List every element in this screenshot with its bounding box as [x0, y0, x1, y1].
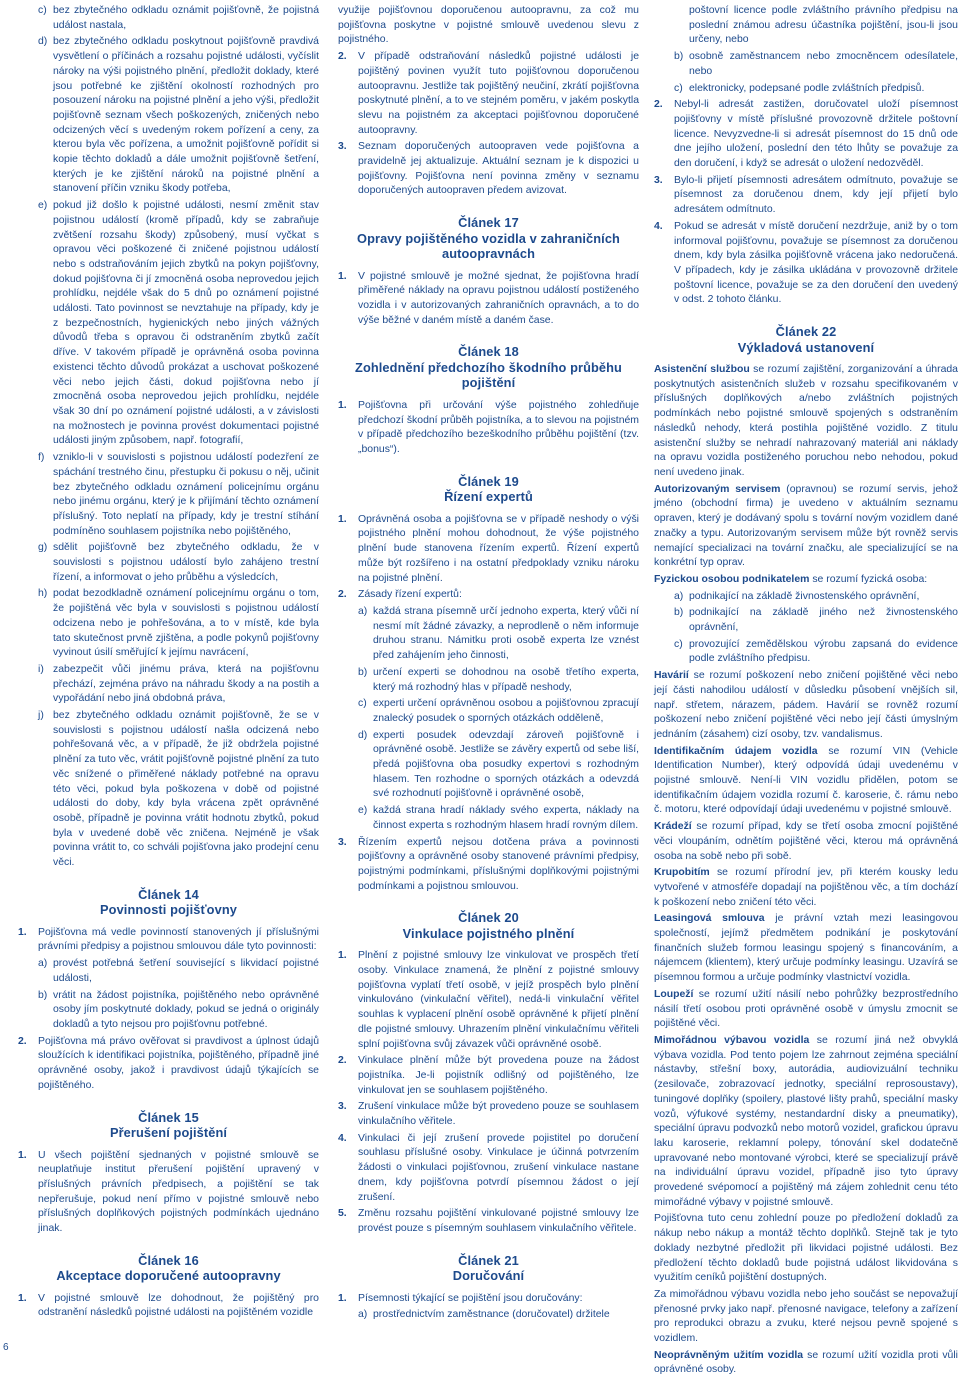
- article-heading: [338, 910, 639, 941]
- list-marker: c): [38, 5, 47, 16]
- paragraph-number: 1.: [338, 399, 347, 411]
- list-item-text: bez zbytečného odkladu oznámit pojišťovně, že pojistná událost nastala,: [53, 5, 319, 31]
- list-item-text: podat bezodkladně oznámení policejnímu orgánu o tom, že pojištěná věc byla v souvislosti s pojistnou událostí odcizena nebo je pohřešována, a to v místě, kde byla tato skutečnost prvně zjištěna, a podle pokynů pojišťovny vyvinout úsilí směřující k jejímu navrácení,: [53, 588, 319, 659]
- paragraph-number: 3.: [338, 141, 347, 153]
- list-marker: d): [358, 729, 368, 741]
- article-number: Článek 15: [138, 1109, 199, 1125]
- defined-term: Havárií: [654, 670, 689, 682]
- numbered-paragraph: [654, 98, 958, 172]
- list-marker: g): [38, 542, 48, 554]
- paragraph-number: 1.: [18, 1149, 27, 1161]
- article-number: Článek 20: [458, 910, 519, 926]
- list-item-text: podnikající na základě jiného než živnostenského oprávnění,: [689, 607, 958, 634]
- paragraph-text: Pokud se adresát v místě doručení nezdržuje, aniž by o tom informoval pojišťovnu, považuje se písemnost za doručenou dnem, kdy byla zásilka pojišťovně vrácena jako nedoručená. V případech, kdy je zásilka ukládána v provozovně držitele poštovní licence, považuje se za den doručení den uvedený v odst. 2 tohoto článku.: [674, 220, 958, 306]
- paragraph-text: Oprávněná osoba a pojišťovna se v případě neshody o výši pojistného plnění mohou dohodnout, že výše pojistného plnění bude stanovena řízením expertů. Řízení expertů může být rozšířeno i na ostatní předpoklady vzniku nároku na pojistné plnění.: [358, 513, 639, 584]
- defined-term: Krádeží: [654, 821, 692, 833]
- list-item: [18, 35, 319, 197]
- list-item: [654, 638, 958, 667]
- article-number: Článek 16: [138, 1252, 199, 1268]
- numbered-paragraph: [338, 588, 639, 603]
- paragraph-text: Zásady řízení expertů:: [358, 589, 462, 601]
- column-middle: [338, 4, 639, 1359]
- defined-term: Krupobitím: [654, 867, 710, 879]
- numbered-paragraph: [654, 220, 958, 308]
- article-heading: [338, 215, 639, 262]
- paragraph-text: Plnění z pojistné smlouvy lze vinkulovat ve prospěch třetí osoby. Vinkulace znamená, že plnění z pojistné smlouvy pojišťovna vyplatí třetí osobě, v jejíž prospěch bylo plnění vinkulováno (vinkulační věřitel), nedá-li vinkulační věřitel souhlas k vyplacení plnění osobě oprávněné k přijetí plnění dle pojistné smlouvy. Uhrazením plnění vinkulačnímu věřiteli splní pojišťovna svůj závazek vůči oprávněné osobě.: [358, 950, 639, 1050]
- list-marker: a): [38, 958, 48, 970]
- numbered-paragraph: [338, 1100, 639, 1129]
- paragraph-text: Zrušení vinkulace může být provedeno pouze se souhlasem vinkulačního věřitele.: [358, 1101, 639, 1128]
- page-number: 6: [3, 1342, 9, 1353]
- list-item: [654, 82, 958, 97]
- paragraph-text: V pojistné smlouvě lze dohodnout, že pojištěný pro odstranění následků pojistné události na pojištěném vozidle: [38, 1292, 319, 1319]
- article-title: Vinkulace pojistného plnění: [402, 925, 575, 941]
- list-item: [18, 663, 319, 707]
- definition: [654, 912, 958, 986]
- list-item: [338, 666, 639, 695]
- article-title: Výkladová ustanovení: [737, 339, 875, 355]
- article-heading: [18, 1110, 319, 1141]
- paragraph-text: V pojistné smlouvě je možné sjednat, že pojišťovna hradí přiměřené náklady na opravu pojistnou událostí postiženého vozidla i v autorizovaných zahraničních opravnách, a to do výše běžné v daném místě a daném čase.: [358, 270, 639, 326]
- list-marker: e): [38, 200, 48, 212]
- list-item: [338, 729, 639, 803]
- paragraph-text: Změnu rozsahu pojištění vinkulované pojistné smlouvy lze provést pouze s písemným souhlasem vinkulačního věřitele.: [358, 1208, 639, 1234]
- paragraph-text: Vinkulace plnění může být provedena pouze na žádost pojistníka. Je-li pojistník odlišný od pojištěného, lze vinkulovat jen se souhlasem pojištěného.: [358, 1055, 639, 1096]
- paragraph-text: V případě odstraňování následků pojistné události je pojištěný povinen využít tuto pojišťovnou doporučenou autoopravnu. Jestliže tak pojištěný neučiní, zkrátí pojišťovna poskytnuté plnění, a to ve stejném poměru, v jakém poskytla slevu na pojistném za akceptaci pojišťovnou doporučené autoopravny.: [358, 51, 639, 136]
- list-item: [654, 50, 958, 79]
- paragraph-number: 1.: [18, 1292, 27, 1304]
- article-title: Akceptace doporučené autoopravny: [56, 1268, 281, 1284]
- list-item-text: poštovní licence podle zvláštního právního předpisu na poslední známou adresu účastníka pojištění, jsou-li jsou určeny, nebo: [689, 5, 958, 46]
- list-item: [654, 590, 958, 605]
- article-heading: [654, 324, 958, 355]
- article-title: Přerušení pojištění: [109, 1125, 228, 1141]
- defined-term: Autorizovaným servisem: [654, 483, 781, 495]
- numbered-paragraph: [338, 1132, 639, 1206]
- list-item: [338, 697, 639, 726]
- paragraph-text: Vinkulaci či její zrušení provede pojistitel po doručení souhlasu příslušné osoby. Vinkulace je účinná potvrzením žádosti o vinkulaci pojišťovnou, zrušení vinkulace nastane dnem, kdy pojišťovna potvrdí písemnou žádost o její zrušení.: [358, 1132, 639, 1203]
- defined-term: Neoprávněným užitím vozidla: [654, 1349, 804, 1361]
- paragraph-number: 1.: [338, 270, 347, 282]
- column-right: [654, 4, 958, 1376]
- defined-term: Identifikačním údajem vozidla: [654, 745, 818, 757]
- defined-term: Leasingová smlouva: [654, 913, 765, 925]
- paragraph-number: 5.: [338, 1208, 347, 1220]
- definition: [654, 820, 958, 864]
- paragraph: [338, 4, 639, 48]
- paragraph-number: 2.: [654, 99, 663, 111]
- list-marker: i): [38, 663, 44, 675]
- numbered-paragraph: [18, 1292, 319, 1321]
- defined-term: Fyzickou osobou podnikatelem: [654, 573, 810, 585]
- definition-text: se rozumí VIN (Vehicle Identification Number), který odpovídá údaji uvedenému v pojistné smlouvě. Není-li VIN vozidlu přidělen, potom se identifikačním údajem vozidla rozumí č. karoserie, č. rámu nebo č. motoru, které odpovídají údaji uvedenému v pojistné smlouvě.: [654, 745, 958, 816]
- list-item-text: prostřednictvím zaměstnance (doručovatel) držitele: [373, 1309, 610, 1321]
- numbered-paragraph: [18, 926, 319, 955]
- definition-text: se rozumí užití násilí nebo pohrůžky bezprostředního násilí třetí osobou proti oprávněné osobě v úmyslu zmocnit se pojištěné věci.: [654, 988, 958, 1030]
- article-heading: [338, 474, 639, 505]
- definition: [654, 669, 958, 743]
- definition: [654, 866, 958, 910]
- numbered-paragraph: [654, 174, 958, 218]
- article-title: Zohlednění předchozího škodního průběhu pojištění: [355, 359, 622, 391]
- paragraph-number: 2.: [338, 589, 347, 601]
- list-item-text: vzniklo-li v souvislosti s pojistnou událostí podezření ze spáchání trestného činu, přestupku či pokusu o něj, učinit bez zbytečného odkladu oznámení policejnímu orgánu nebo jinému orgánu, který je k přijímání těchto oznámení příslušný. Toto neplatí na případy, kdy je trestní stíhání podmíněno souhlasem pojistníka nebo pojištěného,: [53, 452, 319, 537]
- list-marker: h): [38, 588, 48, 600]
- numbered-paragraph: [338, 140, 639, 199]
- article-heading: [338, 344, 639, 391]
- paragraph-text: Pojišťovna tuto cenu zohlední pouze po předložení dokladů za nákup nebo nákup a montáž těchto doplňků. Stejně tak je tyto doklady nezbytné předložit při likvidaci pojistné události. Bez předložení těchto dokladů bude pojistná událost likvidována s využitím ceníků pojištění dostupných.: [654, 1213, 958, 1284]
- article-title: Povinnosti pojišťovny: [100, 902, 237, 918]
- list-item-text: zabezpečit vůči jinému práva, která na pojišťovnu přechází, zejména právo na náhradu škody a na postih a vypořádání nebo jiná obdobná práva,: [53, 663, 319, 705]
- paragraph-number: 1.: [338, 1292, 347, 1304]
- list-item-text: každá strana písemně určí jednoho experta, který vůči ní nesmí mít žádné závazky, a neprodleně o něm informuje druhou stranu. Námitku proti osobě experta lze vznést před zahájením jeho činnosti,: [373, 605, 639, 662]
- article-number: Článek 22: [775, 324, 837, 340]
- list-item: [18, 989, 319, 1033]
- article-heading: [338, 1253, 639, 1284]
- list-marker: d): [38, 36, 48, 48]
- list-item: [18, 4, 319, 33]
- paragraph-number: 4.: [338, 1132, 347, 1144]
- list-item-text: sdělit pojišťovně bez zbytečného odkladu, že v souvislosti s pojistnou událostí bylo zahájeno trestní řízení, a informovat o jeho průběhu a výsledcích,: [53, 542, 319, 583]
- list-marker: c): [358, 698, 367, 710]
- list-marker: a): [358, 605, 368, 617]
- list-marker: c): [674, 638, 683, 650]
- definition-text: se rozumí fyzická osoba:: [809, 573, 928, 585]
- list-item-text: provozující zemědělskou výrobu zapsaná do evidence podle zvláštního předpisu.: [689, 638, 958, 665]
- list-marker: b): [674, 51, 684, 63]
- definition: [654, 573, 958, 588]
- paragraph-text: U všech pojištění sjednaných v pojistné smlouvě se neuplatňuje institut přerušení pojištění upravený v příslušných právních předpisech, a pojištění se tak nepřerušuje, pokud není přímo v pojistné smlouvě nebo příslušných doplňkových pojistných podmínkách ujednáno jinak.: [38, 1149, 319, 1235]
- list-item-text: elektronicky, podepsané podle zvláštních předpisů.: [689, 82, 925, 94]
- paragraph-text: Řízením expertů nejsou dotčena práva a povinnosti pojišťovny a oprávněné osoby stanovené právními předpisy, pojistnými podmínkami, příslušnými doplňkovými pojistnými podmínkami a pojistnou smlouvou.: [358, 836, 639, 892]
- list-marker: a): [674, 590, 684, 602]
- list-marker: c): [674, 82, 683, 94]
- list-item-text: experti určení oprávněnou osobou a pojišťovnou zpracují znalecký posudek o sporných otázkách odděleně,: [373, 698, 639, 724]
- list-item: [18, 587, 319, 661]
- paragraph: [654, 1288, 958, 1347]
- list-item: [18, 199, 319, 449]
- numbered-paragraph: [338, 399, 639, 458]
- definition-text: (opravnou) se rozumí servis, jehož jméno (obchodní firma) je uvedeno v aktuálním seznamu opraven, který je dodávaný spolu s tovární novým vozidlem dané značky a typu. Autorizovaným servisem může být rovněž servis nemající specializaci na tovární značku, ale specializující se na konkrétní typ oprav.: [654, 483, 958, 569]
- article-number: Článek 14: [138, 886, 199, 902]
- definition: [654, 363, 958, 481]
- continued-list-item: [654, 4, 958, 48]
- article-number: Článek 21: [458, 1252, 519, 1268]
- definition: [654, 745, 958, 819]
- definition: [654, 1349, 958, 1378]
- paragraph-text: Za mimořádnou výbavu vozidla nebo jeho součást se nepovažují přenosné prvky jako např. přenosné navigace, telefony a zařízení pro reprodukci obrazu a zvuku, které nejsou pevně spojené s vozidlem.: [654, 1288, 958, 1345]
- paragraph-text: Pojišťovna při určování výše pojistného zohledňuje předchozí škodní průběh pojistníka, a to slevou na pojistném v případě předchozího bezeškodního průběhu pojištění (tzv. „bonus“).: [358, 399, 639, 456]
- definition: [654, 483, 958, 571]
- definition-text: je právní vztah mezi leasingovou společností, jejímž předmětem podnikání je poskytování finančních služeb formou leasingu spojený s financováním, a nájemcem (klientem), který určuje podmínky leasingu. Uzavírá se písemnou formou a určuje podmínky vlastnictví vozidla.: [654, 913, 958, 984]
- paragraph-number: 3.: [654, 174, 663, 186]
- list-marker: b): [38, 989, 48, 1001]
- numbered-paragraph: [18, 1149, 319, 1237]
- paragraph-number: 1.: [338, 950, 347, 962]
- list-item-text: provést potřebná šetření související s likvidací pojistné události,: [53, 958, 319, 984]
- paragraph: [654, 1212, 958, 1286]
- definition-text: se rozumí užití vozidla proti vůli oprávněné osoby.: [654, 1349, 958, 1376]
- paragraph-number: 3.: [338, 1101, 347, 1113]
- list-item: [338, 605, 639, 664]
- list-item-text: určení experti se dohodnou na osobě třetího experta, který má rozhodný hlas v případě neshody,: [373, 666, 639, 693]
- list-marker: b): [674, 607, 684, 619]
- paragraph-text: využije pojišťovnou doporučenou autoopravnu, za což mu pojišťovna poskytne v pojistné smlouvě uvedenou slevu z pojistného.: [338, 5, 639, 46]
- article-number: Článek 18: [458, 344, 519, 360]
- article-number: Článek 17: [458, 215, 519, 231]
- list-marker: f): [38, 452, 45, 464]
- numbered-paragraph: [338, 1292, 639, 1307]
- paragraph-number: 4.: [654, 220, 663, 232]
- article-heading: [18, 1253, 319, 1284]
- definition-text: se rozumí zajištění, zorganizování a úhrada poskytnutých asistenčních služeb v rozsahu specifikovaném v příslušných doplňkových a/nebo zvláštních pojistných podmínkách nebo pojistné smlouvě spojených s odstraněním následků nehody, která postihla pojištěné vozidlo. Z titulu asistenční služby se nehradí nahrazovaný materiál ani náklady na opravu vozidla postiženého poruchou nebo nehodou, pokud není uvedeno jinak.: [654, 364, 958, 478]
- column-left: [18, 4, 319, 1359]
- list-item-text: podnikající na základě živnostenského oprávnění,: [689, 590, 920, 602]
- paragraph-text: Seznam doporučených autoopraven vede pojišťovna a pravidelně jej aktualizuje. Aktuální seznam je k dispozici u pojišťovny. Pojišťovna není povinna změny v seznamu doporučených autoopraven předem avizovat.: [358, 141, 639, 197]
- list-item-text: vrátit na žádost pojistníka, pojištěného nebo oprávněné osoby jím poskytnuté doklady, pokud se jedná o originály dokladů a tyto nejsou pro pojišťovnu potřebné.: [53, 989, 319, 1030]
- paragraph-text: Pojišťovna má vedle povinností stanovených jí příslušnými právními předpisy a pojistnou smlouvou dále tyto povinnosti:: [38, 926, 319, 953]
- paragraph-text: Písemnosti týkající se pojištění jsou doručovány:: [358, 1292, 583, 1304]
- list-marker: a): [358, 1309, 368, 1321]
- list-item: [18, 709, 319, 871]
- numbered-paragraph: [338, 949, 639, 1052]
- paragraph-number: 2.: [338, 51, 347, 63]
- article-title: Řízení expertů: [444, 489, 533, 505]
- article-number: Článek 19: [458, 473, 519, 489]
- list-item-text: experti posudek odevzdají zároveň pojišťovně i oprávněné osobě. Jestliže se závěry expertů od sebe liší, předá pojišťovna oba posudky expertovi s rozhodným hlasem. Ten rozhodne o sporných otázkách a odevzdá své rozhodnutí pojišťovně i oprávněné osobě,: [373, 729, 639, 800]
- numbered-paragraph: [338, 1054, 639, 1098]
- paragraph-number: 2.: [18, 1035, 27, 1047]
- defined-term: Mimořádnou výbavou vozidla: [654, 1035, 810, 1046]
- definition: [654, 988, 958, 1032]
- paragraph-number: 1.: [18, 926, 27, 938]
- list-marker: j): [38, 710, 44, 722]
- definition-text: se rozumí poškození nebo zničení pojištěné věci nebo její části nahodilou událostí v důsledku působení vnějších sil, např. střetem, nárazem, pádem. Havárií se rovněž rozumí poškození nebo zničení pojištěné věci nebo její části úmyslným jednáním (zásahem) cizí osoby, tzv. vandalismus.: [654, 670, 958, 740]
- definition: [654, 1034, 958, 1210]
- defined-term: Asistenční službou: [654, 364, 750, 376]
- paragraph-number: 1.: [338, 513, 347, 525]
- list-item-text: osobně zaměstnancem nebo zmocněncem odesílatele, nebo: [689, 51, 958, 77]
- list-item: [338, 804, 639, 833]
- definition-text: se rozumí případ, kdy se třetí osoba zmocní pojištěné věci vloupáním, odnětím pojištěné věci, kterou má oprávněná osoba na sobě nebo při sobě.: [654, 821, 958, 862]
- defined-term: Loupeží: [654, 988, 694, 1000]
- paragraph-text: Nebyl-li adresát zastižen, doručovatel uloží písemnost pojišťovny v místě příslušné provozovně držitele poštovní licence. Nevyzvedne-li si adresát písemnost do 15 dnů ode dne jejího uložení, poslední den této lhůty se považuje za den doručení, i když se adresát o uložení nedozvěděl.: [674, 99, 958, 170]
- numbered-paragraph: [338, 50, 639, 138]
- list-item-text: každá strana hradí náklady svého experta, náklady na činnost experta s rozhodným hlasem hradí rovným dílem.: [373, 805, 639, 831]
- numbered-paragraph: [338, 1207, 639, 1236]
- definition-text: se rozumí přírodní jev, při kterém kousky ledu vytvořené v atmosféře dopadají na pojištěnou věc, a tím dochází k poškození nebo zničení této věci.: [654, 867, 958, 908]
- paragraph-text: Pojišťovna má právo ověřovat si pravdivost a úplnost údajů sloužících k identifikaci pojistníka, pojištěného, případně jiné oprávněné osoby, jakož i pravdivost údajů týkajících se pojištěného.: [38, 1035, 319, 1091]
- paragraph-number: 2.: [338, 1055, 347, 1067]
- numbered-paragraph: [338, 513, 639, 587]
- numbered-paragraph: [18, 1035, 319, 1094]
- article-title: Doručování: [452, 1268, 525, 1284]
- list-item-text: bez zbytečného odkladu poskytnout pojišťovně pravdivá vysvětlení o příčinách a rozsahu pojistné události, vyčíslit nároky na výši pojistného plnění, předložit doklady, které jsou potřebné ke zjištění okolností rozhodných pro posouzení nároku na pojistné plnění a jeho výši, předložit pojišťovně seznam všech poškozených, zničených nebo odcizených věcí s uvedeným rokem pořízení a ceny, za kterou byla věc pořízena, a umožnit pojišťovně pořídit si kopie těchto dokladů a dále umožnit pojišťovně šetření, kterých je ke zjištění nároků na pojistné plnění a stanovení příčin vzniku škody potřeba,: [53, 36, 319, 195]
- numbered-paragraph: [338, 270, 639, 329]
- paragraph-number: 3.: [338, 836, 347, 848]
- list-item: [338, 1308, 639, 1323]
- paragraph-text: Bylo-li přijetí písemnosti adresátem odmítnuto, považuje se písemnost za doručenou dnem, kdy její přijetí bylo adresátem odmítnuto.: [674, 174, 958, 216]
- list-item: [18, 957, 319, 986]
- list-item-text: pokud již došlo k pojistné události, nesmí změnit stav pojistnou událostí (kromě případů, kdy se zabraňuje zvětšení rozsahu škody) způsobený, musí vyčkat s opravou věci poškozené či zničené pojistnou událostí nebo s odstraňováním jejich zbytků na pokyn pojišťovny, dokud pojišťovna či jí zmocněná osoba neprovedou jejich prohlídku, nejdéle však do 5 dnů po oznámení pojistné události. Tato povinnost se nevztahuje na případy, kdy je z bezpečnostních, hygienických nebo jiných vážných důvodů třeba s opravou či odstraněním zbytků začít dříve. V takovém případě je oprávněná osoba povinna existenci těchto důvodů prokázat a uschovat poškozené věci nebo jejich části, dokud pojišťovna nebo jí zmocněná osoba neprovedou jejich prohlídku, nejdéle však 30 dní po oznámení pojistné události, a v závislosti na možnostech je povinna provést dokumentaci pojistné události jiným způsobem, např. fotografií,: [53, 200, 319, 447]
- list-marker: b): [358, 666, 368, 678]
- list-item: [18, 451, 319, 539]
- list-item: [18, 541, 319, 585]
- list-marker: e): [358, 805, 368, 817]
- definition-text: se rozumí jiná než obvyklá výbava vozidla. Pod tento pojem lze zahrnout zejména speciální nástavby, střešní boxy, autorádia, audiovizuální techniku (zesilovače, zobrazovací jednotky, speciální reprosoustavy), tuningové doplňky (spoilery, plastové lišty prahů, speciální masky vozů, výfukové systémy, nestandardní disky a pneumatiky), speciální úpravu podvozků nebo motorů vozidel, grafickou úpravu laku karoserie, reklamní polepy, tónování skel dodatečně upravované nebo montované výrobci, které se specializují právě na individuální úpravu vozidel, případně jiso tyto úpravy provedené svépomocí a pojištěný má zájem zohlednit cenu této mimořádné výbavy v pojistné smlouvě.: [654, 1035, 958, 1208]
- numbered-paragraph: [338, 836, 639, 895]
- list-item-text: bez zbytečného odkladu oznámit pojišťovně, že se v souvislosti s pojistnou událostí našla odcizená nebo pohřešovaná věc, a v případě, že již obdržela pojistné plnění za tuto věc, vrátit pojišťovně pojistné plnění za tuto věc snížené o přiměřené náklady potřebné na opravu této věci, pokud byla poškozena v době od pojistné události do doby, kdy byla vrácena zpět oprávněné osobě, případně je povinna vrátit hodnotu zbytků, pokud byla v uvedené době věc zničena. Nejméně je však povinna vrátit to, co schváli pojišťovna jako prodejní cenu věci.: [53, 710, 319, 869]
- list-item: [654, 606, 958, 635]
- article-title: Opravy pojištěného vozidla v zahraničních autoopravnách: [357, 230, 620, 262]
- article-heading: [18, 887, 319, 918]
